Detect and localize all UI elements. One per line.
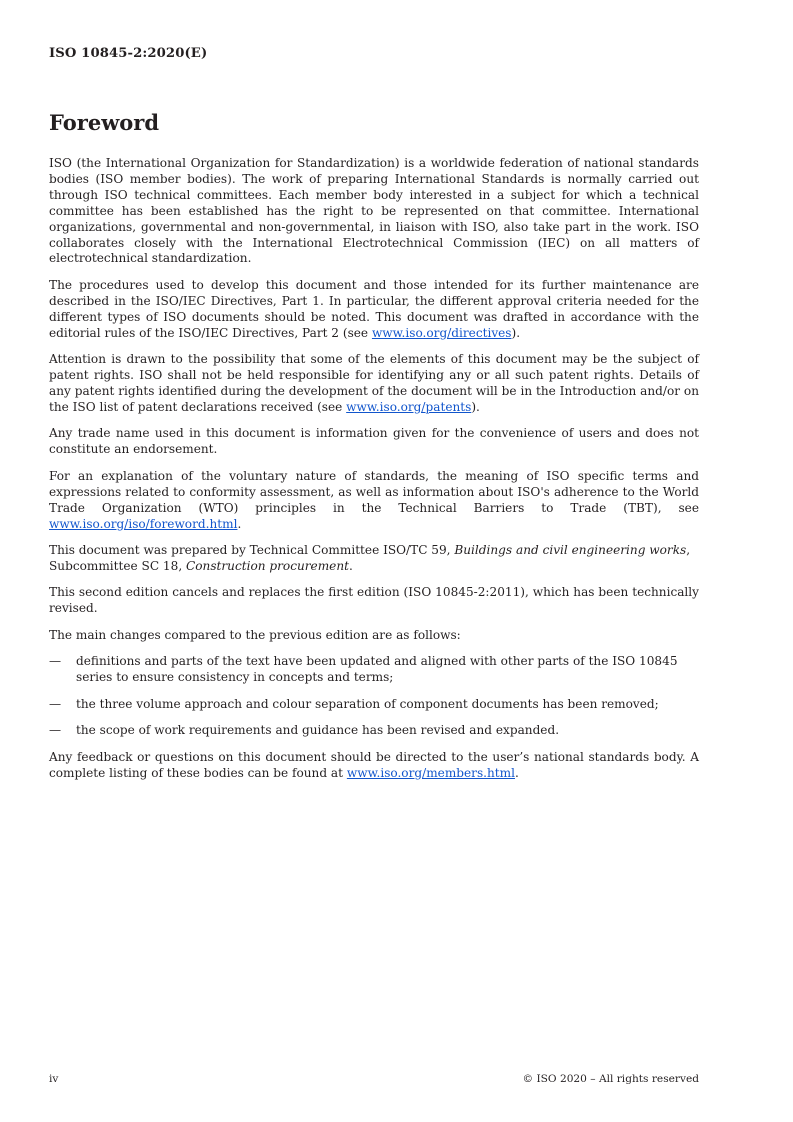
paragraph-iso-intro: ISO (the International Organization for Standardization) is a worldwide federation of national standards bodies (ISO member bodies). The work of preparing International Standards is normally carried out through ISO technical committees. Each member body interested in a subject for which a technical committee has been established has the right to be represented on that committee. International organizations, governmental and non-governmental, in liaison with ISO, also take part in the work. ISO collaborates closely with the International Electrotechnical Commission (IEC) on all matters of electrotechnical standardization. — [49, 156, 699, 266]
paragraph-text: The procedures used to develop this document and those intended for its further maintenance are described in the ISO/IEC Directives, Part 1. In particular, the different approval criteria needed for the different types of ISO documents should be noted. This document was drafted in accordance with the editorial rules of the ISO/IEC Directives, Part 2 (see — [49, 277, 699, 340]
page-number: iv — [49, 1073, 59, 1085]
paragraph-main-changes: The main changes compared to the previous edition are as follows: — [49, 627, 461, 642]
paragraph-text: This document was prepared by Technical Committee ISO/TC 59, — [49, 543, 455, 557]
paragraph-text: ). — [471, 399, 480, 414]
paragraph-patents — [49, 352, 699, 416]
copyright-notice: © ISO 2020 – All rights reserved — [522, 1073, 699, 1085]
list-item — [49, 723, 699, 739]
paragraph-text: , Subcommittee SC 18, — [49, 543, 691, 573]
foreword-link[interactable]: www.iso.org/iso/foreword.html — [49, 516, 238, 531]
changes-list — [49, 654, 699, 739]
paragraph-text: . — [237, 516, 242, 531]
dash-bullet: — — [49, 723, 62, 738]
list-item-text: the scope of work requirements and guidance has been revised and expanded. — [76, 723, 560, 738]
list-item-text: the three volume approach and colour separation of component documents has been removed; — [76, 696, 659, 711]
paragraph-feedback — [49, 750, 699, 782]
paragraph-text: Any feedback or questions on this document should be directed to the user’s national standards body. A complete listing of these bodies can be found at — [49, 749, 699, 780]
list-item — [49, 654, 699, 686]
paragraph-edition: This second edition cancels and replaces the first edition (ISO 10845-2:2011), which has been technically revised. — [49, 585, 699, 616]
paragraph-procedures — [49, 278, 699, 342]
dash-bullet: — — [49, 696, 62, 711]
paragraph-text: . — [515, 765, 519, 780]
members-link[interactable]: www.iso.org/members.html — [346, 765, 515, 780]
foreword-body — [49, 156, 699, 792]
directives-link[interactable]: www.iso.org/directives — [371, 325, 512, 340]
paragraph-committee — [49, 543, 699, 575]
list-item-text: definitions and parts of the text have been updated and aligned with other parts of the ISO 10845 series to ensure consistency in concepts and terms; — [76, 654, 678, 685]
page-title: Foreword — [49, 110, 160, 135]
paragraph-text: . — [348, 558, 353, 573]
paragraph-text: For an explanation of the voluntary nature of standards, the meaning of ISO specific terms and expressions related to conformity assessment, as well as information about ISO's adherence to the World Trade Organization (WTO) principles in the Technical Barriers to Trade (TBT), see — [49, 468, 699, 515]
committee-name: Buildings and civil engineering works — [454, 543, 687, 557]
subcommittee-name: Construction procurement — [186, 558, 349, 573]
paragraph-voluntary-nature — [49, 469, 699, 533]
list-item — [49, 697, 699, 713]
paragraph-trade-name: Any trade name used in this document is information given for the convenience of users and does not constitute an endorsement. — [49, 426, 699, 457]
paragraph-text: Attention is drawn to the possibility that some of the elements of this document may be the subject of patent rights. ISO shall not be held responsible for identifying any or all such patent rights. Details of any patent rights identified during the development of the document will be in the Introduction and/or on the ISO list of patent declarations received (see — [49, 352, 699, 414]
paragraph-text: ). — [511, 325, 521, 340]
patents-link[interactable]: www.iso.org/patents — [346, 399, 472, 414]
document-id-header: ISO 10845-2:2020(E) — [49, 46, 208, 61]
dash-bullet: — — [49, 654, 62, 669]
